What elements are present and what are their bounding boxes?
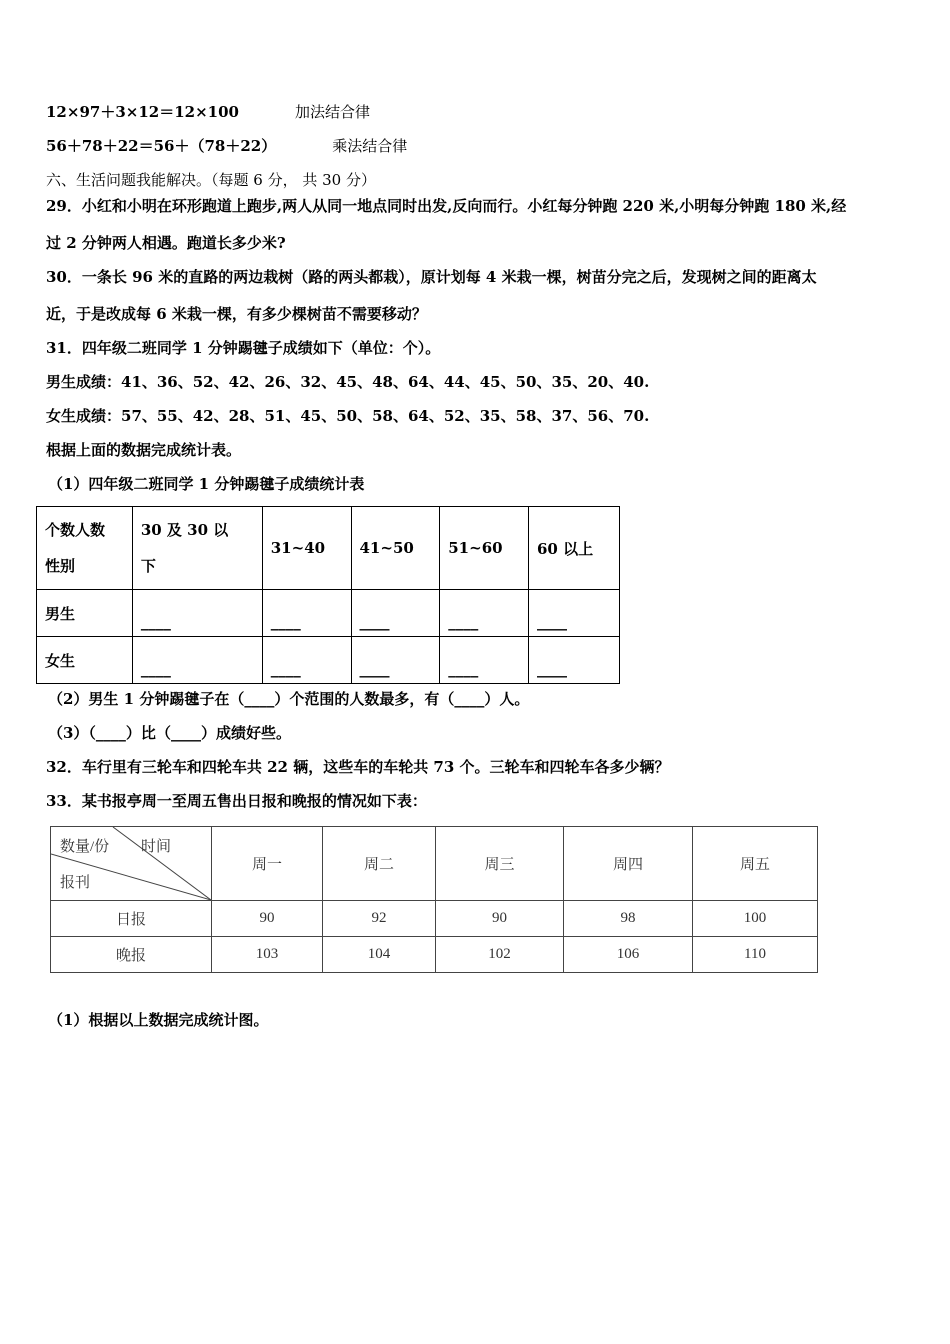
table-header-row [37, 507, 620, 590]
table-cell: 98 [564, 901, 693, 937]
table-cell: 102 [436, 937, 564, 973]
answer-blank[interactable]: ____ [132, 590, 262, 637]
table-cell: 90 [436, 901, 564, 937]
table-row-label: 女生 [37, 637, 133, 684]
table-cell: 104 [323, 937, 436, 973]
q31-girls-scores: 女生成绩：57、55、42、28、51、45、50、58、64、52、35、58、37、56、70. [46, 407, 650, 425]
q30-line-2: 近，于是改成每 6 米栽一棵，有多少棵树苗不需要移动？ [46, 305, 427, 323]
law-expression: 12×97＋3×12＝12×100 [46, 103, 239, 121]
table-column-header: 周二 [323, 827, 436, 901]
answer-blank[interactable]: ____ [529, 590, 620, 637]
table-row-label: 男生 [37, 590, 133, 637]
law-expression: 56＋78＋22＝56＋（78＋22） [46, 137, 277, 155]
corner-type-label: 报刊 [60, 875, 91, 891]
table-cell: 110 [693, 937, 818, 973]
q31-title: 31．四年级二班同学 1 分钟踢毽子成绩如下（单位：个）。 [46, 339, 441, 357]
table-row [37, 637, 620, 684]
table-header-row [51, 827, 818, 901]
table-cell: 90 [212, 901, 323, 937]
table-cell: 106 [564, 937, 693, 973]
table-column-header: 周三 [436, 827, 564, 901]
answer-blank[interactable]: ____ [132, 637, 262, 684]
answer-blank[interactable]: ____ [529, 637, 620, 684]
corner-qty-label: 数量/份 [60, 839, 110, 855]
law-line-1 [46, 102, 370, 122]
table-row [51, 937, 818, 973]
table-column-header: 周五 [693, 827, 818, 901]
section-6-heading: 六、生活问题我能解决。（每题 6 分， 共 30 分） [46, 171, 376, 189]
answer-blank[interactable]: ____ [262, 590, 351, 637]
table-diagonal-header [51, 827, 212, 901]
q33-title: 33．某书报亭周一至周五售出日报和晚报的情况如下表： [46, 792, 427, 810]
corner-time-label: 时间 [141, 839, 172, 855]
table-cell: 92 [323, 901, 436, 937]
law-name: 乘法结合律 [332, 137, 408, 155]
table-row [51, 901, 818, 937]
q31-instruction: 根据上面的数据完成统计表。 [46, 441, 242, 459]
table-corner-cell: 个数人数 性别 [37, 507, 133, 590]
law-name: 加法结合律 [294, 103, 370, 121]
answer-blank[interactable]: ____ [351, 637, 440, 684]
q31-sub2: （2）男生 1 分钟踢毽子在（____）个范围的人数最多，有（____）人。 [48, 690, 530, 708]
q33-sub1: （1）根据以上数据完成统计图。 [48, 1011, 269, 1029]
table-column-header: 30 及 30 以 下 [132, 507, 262, 590]
answer-blank[interactable]: ____ [440, 590, 529, 637]
q30-line-1: 30．一条长 96 米的直路的两边栽树（路的两头都栽），原计划每 4 米栽一棵，树苗分完之后，发现树之间的距离太 [46, 268, 817, 286]
table-column-header: 周四 [564, 827, 693, 901]
q29-line-1: 29．小红和小明在环形跑道上跑步,两人从同一地点同时出发,反向而行。小红每分钟跑 220 米,小明每分钟跑 180 米,经 [46, 197, 847, 215]
q31-sub3: （3）（____）比（____）成绩好些。 [48, 724, 291, 742]
table-column-header: 51~60 [440, 507, 529, 590]
table-row [37, 590, 620, 637]
table-cell: 103 [212, 937, 323, 973]
q31-sub1: （1）四年级二班同学 1 分钟踢毽子成绩统计表 [48, 475, 365, 493]
law-line-2 [46, 136, 407, 156]
q32-text: 32．车行里有三轮车和四轮车共 22 辆，这些车的车轮共 73 个。三轮车和四轮车各多少辆？ [46, 758, 670, 776]
q31-boys-scores: 男生成绩：41、36、52、42、26、32、45、48、64、44、45、50、35、20、40. [46, 373, 650, 391]
table-row-label: 晚报 [51, 937, 212, 973]
q31-stats-table [36, 506, 620, 684]
answer-blank[interactable]: ____ [262, 637, 351, 684]
q29-line-2: 过 2 分钟两人相遇。跑道长多少米? [46, 234, 286, 252]
q33-sales-table [50, 826, 818, 973]
table-column-header: 41~50 [351, 507, 440, 590]
table-row-label: 日报 [51, 901, 212, 937]
table-column-header: 31~40 [262, 507, 351, 590]
answer-blank[interactable]: ____ [440, 637, 529, 684]
table-column-header: 周一 [212, 827, 323, 901]
answer-blank[interactable]: ____ [351, 590, 440, 637]
table-cell: 100 [693, 901, 818, 937]
table-column-header: 60 以上 [529, 507, 620, 590]
